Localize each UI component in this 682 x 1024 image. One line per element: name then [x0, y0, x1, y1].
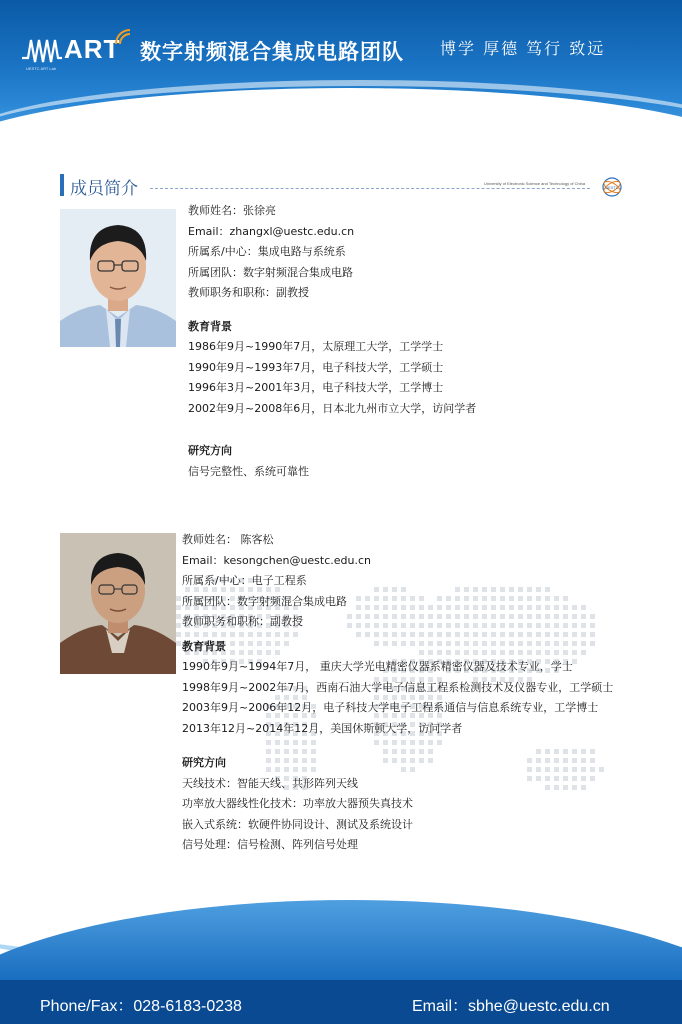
member-title: 教师职务和职称：副教授 — [188, 286, 309, 299]
education-item: 1990年9月~1994年7月， 重庆大学光电精密仪器系精密仪器及技术专业，学士 — [182, 660, 573, 673]
section-divider — [150, 188, 590, 189]
member-name: 教师姓名： 陈客松 — [182, 533, 274, 546]
education-item: 1998年9月~2002年7月，西南石油大学电子信息工程系检测技术及仪器专业，工学硕士 — [182, 680, 614, 694]
portrait-icon — [60, 209, 176, 347]
portrait-icon — [60, 533, 176, 674]
research-heading: 研究方向 — [182, 756, 226, 769]
research-item: 信号完整性、系统可靠性 — [188, 464, 309, 478]
member-title: 教师职务和职称：副教授 — [182, 615, 303, 628]
member-email: Email：kesongchen@uestc.edu.cn — [182, 553, 372, 567]
education-heading: 教育背景 — [182, 639, 226, 653]
research-item: 功率放大器线性化技术：功率放大器预失真技术 — [182, 797, 413, 810]
waveform-icon — [22, 36, 62, 64]
research-item: 信号处理：信号检测、阵列信号处理 — [182, 838, 358, 851]
research-item: 天线技术：智能天线、共形阵列天线 — [182, 776, 358, 790]
education-item: 2002年9月~2008年6月，日本北九州市立大学，访问学者 — [188, 401, 477, 415]
logo-text: ART — [64, 34, 121, 64]
member-info-2 — [182, 530, 613, 856]
team-title: 数字射频混合集成电路团队 — [140, 40, 404, 64]
education-heading: 教育背景 — [188, 319, 232, 333]
member-photo-1 — [60, 209, 176, 347]
member-email: Email：zhangxl@uestc.edu.cn — [188, 224, 355, 238]
education-item: 1990年9月~1993年7月，电子科技大学，工学硕士 — [188, 360, 444, 374]
footer-phone: Phone/Fax：028-6183-0238 — [40, 998, 242, 1015]
footer-email: Email：sbhe@uestc.edu.cn — [412, 998, 610, 1015]
member-name: 教师姓名：张徐亮 — [188, 204, 276, 217]
member-department: 所属系/中心：集成电路与系统系 — [188, 245, 346, 258]
motto: 博学 厚德 笃行 致远 — [440, 39, 606, 58]
svg-text:UESTC: UESTC — [605, 185, 619, 190]
member-info-1 — [188, 201, 476, 482]
education-item: 2013年12月~2014年12月，美国休斯顿大学，访问学者 — [182, 721, 463, 735]
member-photo-2 — [60, 533, 176, 674]
member-team: 所属团队：数字射频混合集成电路 — [188, 265, 353, 279]
research-item: 嵌入式系统：软硬件协同设计、测试及系统设计 — [182, 817, 413, 831]
education-item: 2003年9月~2006年12月，电子科技大学电子工程系通信与信息系统专业，工学博士 — [182, 701, 599, 714]
logo-subtext: UESTC ART Lab — [26, 66, 57, 71]
university-english-name: University of Electronic Science and Technology of China — [484, 181, 586, 186]
section-title: 成员简介 — [70, 179, 138, 199]
member-department: 所属系/中心：电子工程系 — [182, 574, 307, 587]
section-accent-bar — [60, 174, 64, 196]
member-team: 所属团队：数字射频混合集成电路 — [182, 594, 347, 608]
education-item: 1996年3月~2001年3月，电子科技大学，工学博士 — [188, 381, 444, 394]
uestc-logo-icon — [602, 177, 622, 197]
art-logo — [22, 28, 132, 80]
education-item: 1986年9月~1990年7月，太原理工大学，工学学士 — [188, 340, 444, 353]
signal-arc-icon — [114, 28, 132, 46]
research-heading: 研究方向 — [188, 444, 232, 457]
